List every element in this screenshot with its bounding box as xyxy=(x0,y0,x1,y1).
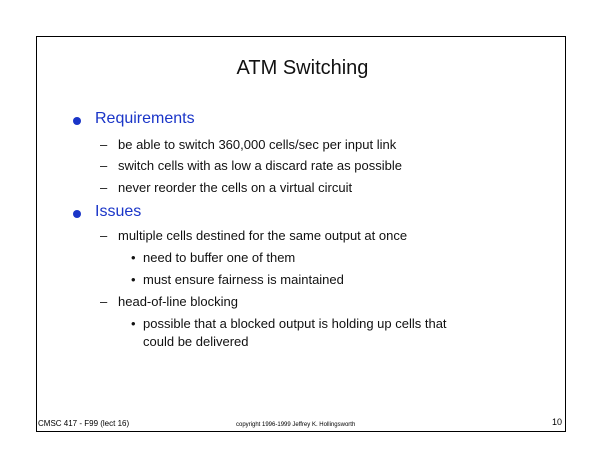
list-subitem xyxy=(131,250,296,265)
bullet-dot-icon xyxy=(73,117,81,125)
list-item xyxy=(100,158,402,173)
footer-course: CMSC 417 - F99 (lect 16) xyxy=(38,419,130,428)
list-item-text: switch cells with as low a discard rate as possible xyxy=(118,158,402,173)
list-item xyxy=(100,228,408,243)
list-subitem-text: need to buffer one of them xyxy=(143,250,296,265)
footer-copyright: copyright 1996-1999 Jeffrey K. Hollingsworth xyxy=(236,422,356,428)
dash-marker: – xyxy=(100,294,108,309)
page-number: 10 xyxy=(552,417,563,427)
dash-marker: – xyxy=(100,180,108,195)
list-subitem-text: could be delivered xyxy=(143,334,249,349)
list-subitem xyxy=(131,316,447,331)
list-item-text: be able to switch 360,000 cells/sec per input link xyxy=(118,137,397,152)
list-subitem xyxy=(131,272,344,287)
dash-marker: – xyxy=(100,228,108,243)
list-item xyxy=(100,180,353,195)
bullet-label: Requirements xyxy=(95,110,195,127)
list-item xyxy=(100,137,397,152)
bullet-marker: • xyxy=(131,272,136,287)
dash-marker: – xyxy=(100,158,108,173)
bullet-label: Issues xyxy=(95,203,142,220)
list-subitem-text: must ensure fairness is maintained xyxy=(143,272,344,287)
list-item xyxy=(100,294,238,309)
list-item-text: head-of-line blocking xyxy=(118,294,238,309)
list-subitem-continuation xyxy=(143,334,249,349)
bullet-marker: • xyxy=(131,250,136,265)
list-item-text: never reorder the cells on a virtual circuit xyxy=(118,180,353,195)
dash-marker: – xyxy=(100,137,108,152)
list-subitem-text: possible that a blocked output is holding up cells that xyxy=(143,316,447,331)
bullet-marker: • xyxy=(131,316,136,331)
slide-title: ATM Switching xyxy=(236,57,369,79)
list-item-text: multiple cells destined for the same output at once xyxy=(118,228,408,243)
bullet-dot-icon xyxy=(73,210,81,218)
